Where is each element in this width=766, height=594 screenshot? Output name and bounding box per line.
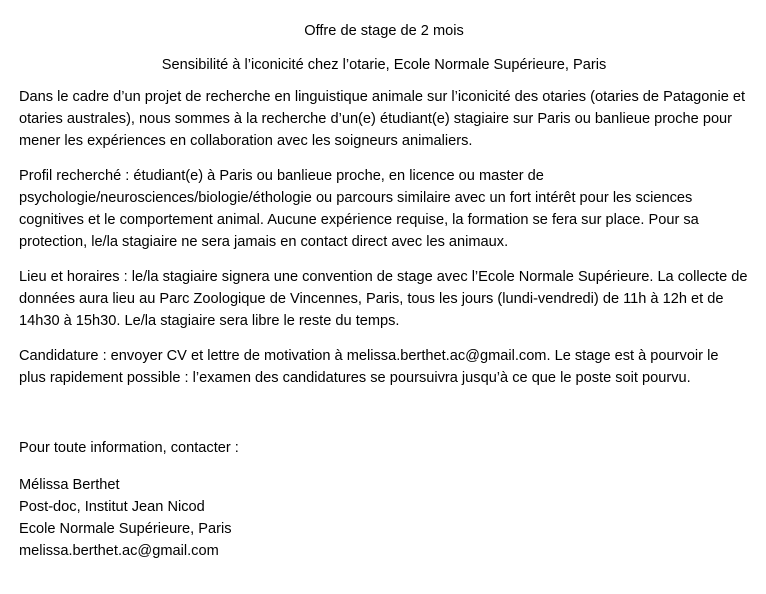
spacer bbox=[19, 402, 749, 437]
contact-intro: Pour toute information, contacter : bbox=[19, 440, 239, 456]
document-subtitle: Sensibilité à l’iconicité chez l’otarie, Ecole Normale Supérieure, Paris bbox=[161, 57, 607, 73]
application-paragraph: Candidature : envoyer CV et lettre de motivation à melissa.berthet.ac@gmail.com. Le stage est à pourvoir le plus rapidement possible : l’examen des candidatures se poursuivra jusqu’à ce que le poste soit pourvu. bbox=[19, 348, 719, 386]
contact-position: Post-doc, Institut Jean Nicod bbox=[19, 499, 205, 515]
profile-paragraph: Profil recherché : étudiant(e) à Paris ou banlieue proche, en licence ou master de psychologie/neurosciences/biologie/éthologie ou parcours similaire avec un fort intérêt pour les sciences cognitives et le comportement animal. Aucune expérience requise, la formation se fera sur place. Pour sa protection, le/la stagiaire ne sera jamais en contact direct avec les animaux. bbox=[19, 168, 699, 250]
contact-email: melissa.berthet.ac@gmail.com bbox=[19, 543, 219, 559]
contact-institution: Ecole Normale Supérieure, Paris bbox=[19, 521, 232, 537]
location-hours-paragraph: Lieu et horaires : le/la stagiaire signera une convention de stage avec l’Ecole Normale Supérieure. La collecte de données aura lieu au Parc Zoologique de Vincennes, Paris, tous les jours (lundi-vendredi) de 11h à 12h et de 14h30 à 15h30. Le/la stagiaire sera libre le reste du temps. bbox=[19, 269, 748, 329]
document-page bbox=[19, 20, 749, 562]
document-title: Offre de stage de 2 mois bbox=[304, 23, 464, 39]
contact-block bbox=[19, 474, 749, 562]
intro-paragraph: Dans le cadre d’un projet de recherche en linguistique animale sur l’iconicité des otaries (otaries de Patagonie et otaries australes), nous sommes à la recherche d’un(e) étudiant(e) stagiaire sur Paris ou banlieue proche pour mener les expériences en collaboration avec les soigneurs animaliers. bbox=[19, 89, 746, 149]
contact-name: Mélissa Berthet bbox=[19, 477, 120, 493]
